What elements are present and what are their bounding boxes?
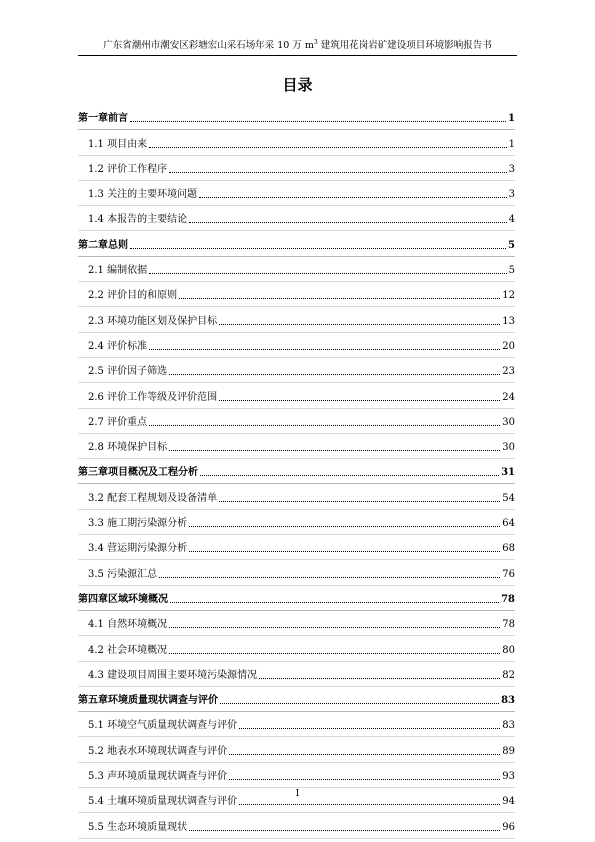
dot-leader xyxy=(229,779,500,780)
toc-page-number: 30 xyxy=(502,416,515,428)
toc-section-row[interactable] xyxy=(78,560,515,585)
toc-entry-title: 4.1 自然环境概况 xyxy=(88,619,168,631)
dot-leader xyxy=(179,298,500,299)
toc-page-number: 83 xyxy=(501,695,515,707)
toc-entry-title: 5.4 土壤环境质量现状调查与评价 xyxy=(88,796,238,808)
toc-section-row[interactable] xyxy=(78,282,515,307)
toc-page-number: 76 xyxy=(502,568,515,580)
dot-leader xyxy=(170,602,499,603)
toc-page-number: 3 xyxy=(508,189,515,201)
toc-page-number: 54 xyxy=(502,492,515,504)
toc-page-number: 20 xyxy=(502,340,515,352)
toc-page-number: 96 xyxy=(502,821,515,833)
header-text-tail: 建筑用花岗岩矿建设项目环境影响报告书 xyxy=(317,40,492,51)
toc-section-row[interactable] xyxy=(78,813,515,838)
toc-section-row[interactable] xyxy=(78,662,515,687)
toc-page-number: 5 xyxy=(508,265,515,277)
toc-page-number: 78 xyxy=(502,619,515,631)
toc-entry-title: 3.5 污染源汇总 xyxy=(88,568,158,580)
toc-page-number: 93 xyxy=(502,771,515,783)
toc-entry-title: 2.3 环境功能区划及保护目标 xyxy=(88,315,218,327)
toc-entry-title: 2.2 评价目的和原则 xyxy=(88,290,178,302)
toc-page-number: 83 xyxy=(502,720,515,732)
toc-entry-title: 第二章总则 xyxy=(78,239,128,251)
dot-leader xyxy=(259,678,500,679)
toc-page-number: 5 xyxy=(508,239,515,251)
toc-chapter-row[interactable] xyxy=(78,105,515,130)
dot-leader xyxy=(169,627,500,628)
toc-section-row[interactable] xyxy=(78,206,515,231)
toc-section-row[interactable] xyxy=(78,712,515,737)
toc-entry-title: 2.8 环境保护目标 xyxy=(88,442,168,454)
toc-entry-title: 2.4 评价标准 xyxy=(88,340,148,352)
dot-leader xyxy=(199,197,507,198)
dot-leader xyxy=(239,728,500,729)
toc-page-number: 1 xyxy=(508,113,515,125)
toc-entry-title: 第一章前言 xyxy=(78,113,128,125)
toc-page-number: 23 xyxy=(502,366,515,378)
toc-section-row[interactable] xyxy=(78,156,515,181)
dot-leader xyxy=(229,754,500,755)
toc-entry-title: 1.1 项目由来 xyxy=(88,138,148,150)
toc-section-row[interactable] xyxy=(78,130,515,155)
toc-entry-title: 2.1 编制依据 xyxy=(88,265,148,277)
header-text: 广东省潮州市潮安区彩塘宏山采石场年采 10 万 m xyxy=(103,40,314,51)
toc-section-row[interactable] xyxy=(78,181,515,206)
page-title: 目录 xyxy=(282,76,313,94)
running-header xyxy=(78,40,517,52)
toc-entry-title: 1.3 关注的主要环境问题 xyxy=(88,189,198,201)
header-superscript: 3 xyxy=(313,38,318,46)
toc-entry-title: 4.3 建设项目周围主要环境污染源情况 xyxy=(88,669,258,681)
toc-section-row[interactable] xyxy=(78,611,515,636)
dot-leader xyxy=(219,400,500,401)
toc-entry-title: 2.6 评价工作等级及评价范围 xyxy=(88,391,218,403)
toc-page-number: 89 xyxy=(502,745,515,757)
dot-leader xyxy=(169,374,500,375)
toc-chapter-row[interactable] xyxy=(78,586,515,611)
dot-leader xyxy=(159,577,500,578)
dot-leader xyxy=(169,653,500,654)
toc-chapter-row[interactable] xyxy=(78,231,515,256)
toc-entry-title: 第五章环境质量现状调查与评价 xyxy=(78,695,218,707)
toc-section-row[interactable] xyxy=(78,257,515,282)
toc-page-number: 1 xyxy=(508,138,515,150)
toc-section-row[interactable] xyxy=(78,434,515,459)
dot-leader xyxy=(130,121,506,122)
toc-chapter-row[interactable] xyxy=(78,687,515,712)
dot-leader xyxy=(200,475,499,476)
toc-entry-title: 5.1 环境空气质量现状调查与评价 xyxy=(88,720,238,732)
toc-page-number: 82 xyxy=(502,669,515,681)
toc-entry-title: 1.2 评价工作程序 xyxy=(88,163,168,175)
dot-leader xyxy=(239,804,500,805)
toc-page-number: 4 xyxy=(508,214,515,226)
toc-entry-title: 5.5 生态环境质量现状 xyxy=(88,821,188,833)
toc-section-row[interactable] xyxy=(78,307,515,332)
toc-page-number: 94 xyxy=(502,796,515,808)
toc-page-number: 13 xyxy=(502,315,515,327)
toc-entry-title: 3.4 营运期污染源分析 xyxy=(88,543,188,555)
dot-leader xyxy=(219,324,500,325)
toc-section-row[interactable] xyxy=(78,510,515,535)
header-rule xyxy=(78,55,517,56)
toc-entry-title: 3.2 配套工程规划及设备清单 xyxy=(88,492,218,504)
toc-section-row[interactable] xyxy=(78,737,515,762)
dot-leader xyxy=(220,703,499,704)
toc-page-number: 68 xyxy=(502,543,515,555)
toc-entry-title: 5.2 地表水环境现状调查与评价 xyxy=(88,745,228,757)
toc-page-number: 3 xyxy=(508,163,515,175)
toc-chapter-row[interactable] xyxy=(78,459,515,484)
toc-entry-title: 5.3 声环境质量现状调查与评价 xyxy=(88,771,228,783)
dot-leader xyxy=(130,248,506,249)
toc-entry-title: 3.3 施工期污染源分析 xyxy=(88,518,188,530)
toc-page-number: 78 xyxy=(501,593,515,605)
dot-leader xyxy=(189,551,500,552)
dot-leader xyxy=(169,450,500,451)
toc-page-number: 30 xyxy=(502,442,515,454)
toc-section-row[interactable] xyxy=(78,535,515,560)
toc-section-row[interactable] xyxy=(78,409,515,434)
toc-section-row[interactable] xyxy=(78,358,515,383)
toc-page-number: 80 xyxy=(502,644,515,656)
toc-section-row[interactable] xyxy=(78,333,515,358)
toc-page-number: 12 xyxy=(502,290,515,302)
toc-section-row[interactable] xyxy=(78,383,515,408)
toc-entry-title: 1.4 本报告的主要结论 xyxy=(88,214,188,226)
dot-leader xyxy=(189,222,507,223)
dot-leader xyxy=(189,526,500,527)
dot-leader xyxy=(149,273,507,274)
toc-page-number: 31 xyxy=(501,467,515,479)
toc-entry-title: 2.5 评价因子筛选 xyxy=(88,366,168,378)
toc-entry-title: 第三章项目概况及工程分析 xyxy=(78,467,198,479)
dot-leader xyxy=(189,830,500,831)
dot-leader xyxy=(219,501,500,502)
dot-leader xyxy=(149,147,507,148)
toc-entry-title: 4.2 社会环境概况 xyxy=(88,644,168,656)
toc-page-number: 64 xyxy=(502,518,515,530)
table-of-contents xyxy=(78,105,515,839)
dot-leader xyxy=(149,349,500,350)
page-number: I xyxy=(295,789,300,799)
toc-entry-title: 第四章区域环境概况 xyxy=(78,593,168,605)
toc-entry-title: 2.7 评价重点 xyxy=(88,416,148,428)
toc-section-row[interactable] xyxy=(78,636,515,661)
toc-page-number: 24 xyxy=(502,391,515,403)
toc-section-row[interactable] xyxy=(78,763,515,788)
toc-section-row[interactable] xyxy=(78,484,515,509)
dot-leader xyxy=(149,425,500,426)
dot-leader xyxy=(169,172,507,173)
